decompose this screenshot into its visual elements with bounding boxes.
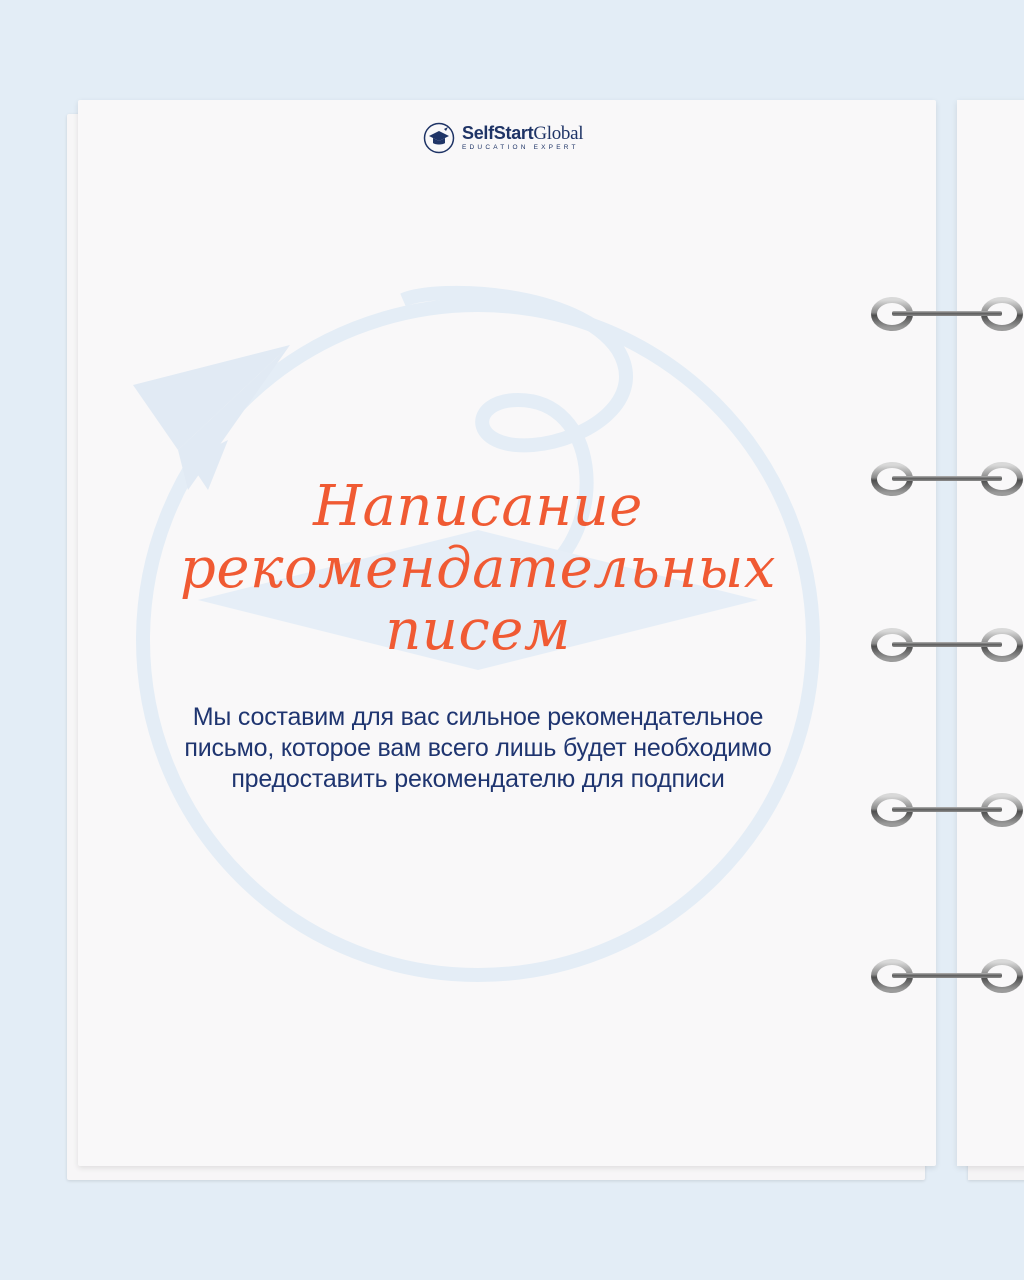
title-line-2: рекомендательных <box>180 536 776 601</box>
description-line-2: письмо, которое вам всего лишь будет необходимо <box>184 734 772 762</box>
binder-rings <box>868 290 1024 1000</box>
spiral-ring-icon <box>868 290 1024 338</box>
brand-logo <box>423 118 583 158</box>
notebook-page <box>78 100 936 1166</box>
description-text <box>98 702 858 795</box>
page-title <box>78 476 878 662</box>
spiral-ring-icon <box>868 786 1024 834</box>
spiral-ring-icon <box>868 621 1024 669</box>
description-line-3: предоставить рекомендателю для подписи <box>231 765 725 793</box>
brand-tagline: EDUCATION EXPERT <box>462 144 579 152</box>
spiral-ring-icon <box>868 952 1024 1000</box>
title-line-1: Написание <box>313 474 643 539</box>
brand-name-bold: SelfStart <box>462 123 534 144</box>
brand-name-light: Global <box>533 123 584 145</box>
description-line-1: Мы составим для вас сильное рекомендательное <box>192 703 764 731</box>
spiral-ring-icon <box>868 455 1024 503</box>
graduation-cap-icon <box>423 122 455 154</box>
title-line-3: писем <box>385 598 571 663</box>
